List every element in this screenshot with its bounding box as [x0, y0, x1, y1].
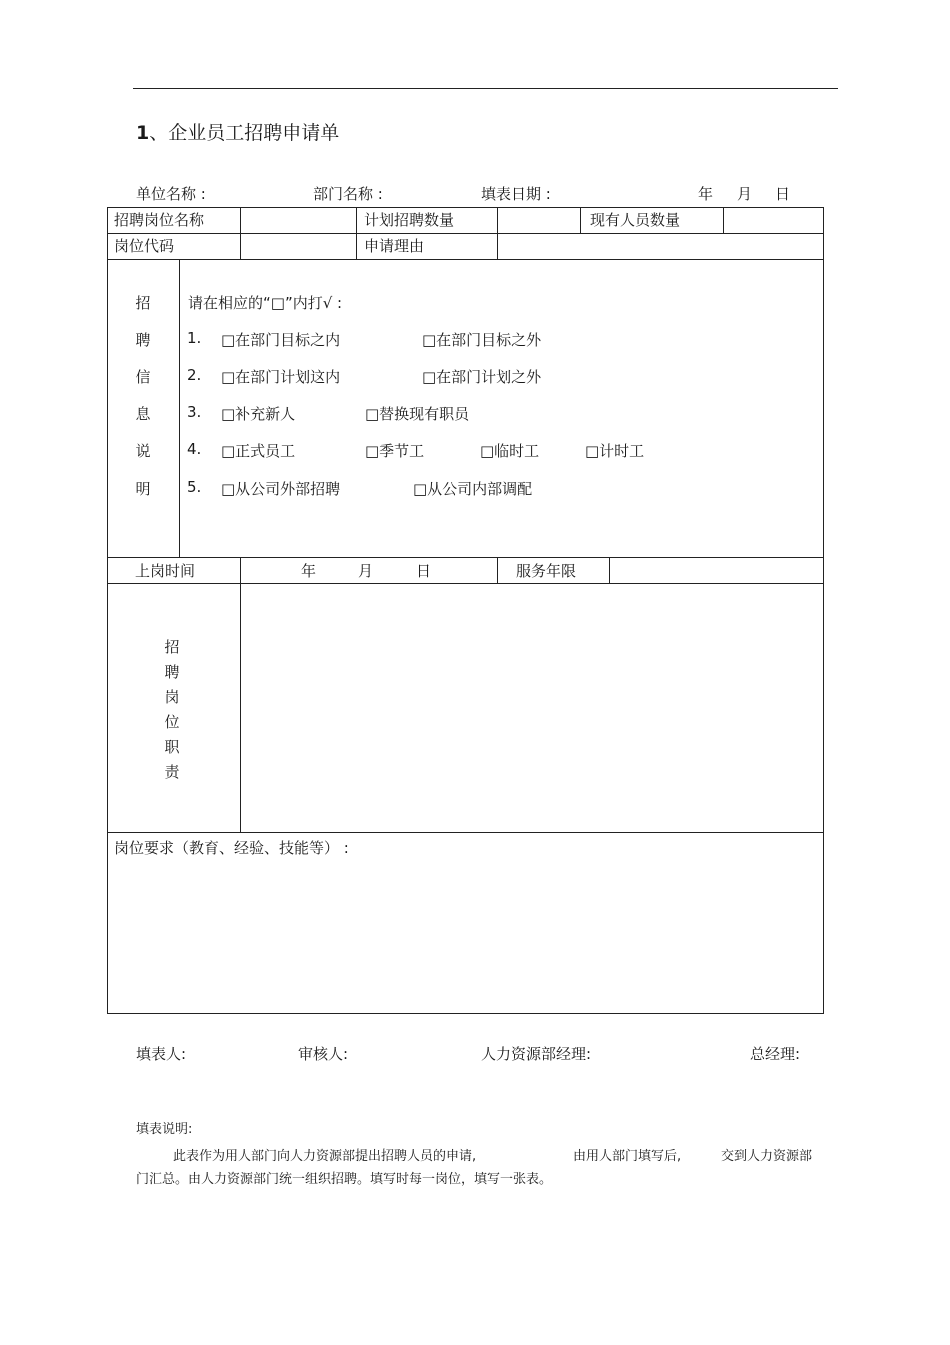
- start-day[interactable]: 日: [416, 562, 432, 580]
- dept-name-label: 部门名称 :: [313, 185, 383, 203]
- table-rule: [179, 259, 180, 558]
- unit-name-label: 单位名称 :: [136, 185, 206, 203]
- info-label-char: 说: [135, 442, 151, 460]
- duties-field[interactable]: [243, 586, 820, 830]
- header-day: 日: [775, 185, 791, 203]
- table-border-bottom: [107, 1013, 824, 1014]
- header-month: 月: [737, 185, 753, 203]
- checkbox-option-within-goal[interactable]: □在部门目标之内: [221, 331, 341, 349]
- checkbox-option-external[interactable]: □从公司外部招聘: [221, 480, 341, 498]
- checkbox-option-outside-goal[interactable]: □在部门目标之外: [422, 331, 542, 349]
- item-number: 2.: [187, 366, 202, 384]
- duties-label-char: 位: [164, 713, 180, 731]
- title-number: 1: [136, 122, 150, 144]
- planned-count-label: 计划招聘数量: [364, 211, 455, 229]
- table-rule: [240, 207, 241, 260]
- requirements-field[interactable]: [110, 860, 820, 1010]
- service-years-label: 服务年限: [516, 562, 577, 580]
- notes-line1-part3: 交到人力资源部: [721, 1149, 813, 1164]
- table-rule: [107, 233, 824, 234]
- info-label-char: 招: [135, 294, 151, 312]
- header-year: 年: [698, 185, 714, 203]
- duties-label-char: 职: [164, 738, 180, 756]
- checkbox-option-temporary[interactable]: □临时工: [480, 442, 540, 460]
- table-rule: [497, 557, 498, 584]
- planned-count-field[interactable]: [500, 209, 578, 231]
- fill-date-label: 填表日期 :: [481, 185, 551, 203]
- item-number: 5.: [187, 478, 202, 496]
- checkbox-option-replace-staff[interactable]: □替换现有职员: [365, 405, 470, 423]
- info-label-char: 息: [135, 405, 151, 423]
- info-label-char: 明: [135, 480, 151, 498]
- duties-label-char: 责: [164, 763, 180, 781]
- duties-label-char: 招: [164, 638, 180, 656]
- title-text: 、企业员工招聘申请单: [149, 122, 340, 144]
- requirements-label: 岗位要求（教育、经验、技能等） :: [114, 839, 349, 857]
- table-rule: [107, 583, 824, 584]
- checkbox-option-full-time[interactable]: □正式员工: [221, 442, 296, 460]
- table-rule: [107, 259, 824, 260]
- position-code-label: 岗位代码: [114, 237, 175, 255]
- checkbox-option-outside-plan[interactable]: □在部门计划之外: [422, 368, 542, 386]
- table-border-right: [823, 207, 824, 1014]
- reason-field[interactable]: [500, 235, 820, 257]
- gm-label: 总经理:: [750, 1045, 801, 1063]
- page-title: [136, 118, 339, 145]
- checkbox-option-hourly[interactable]: □计时工: [585, 442, 645, 460]
- filler-label: 填表人:: [136, 1045, 187, 1063]
- start-year[interactable]: 年: [301, 562, 317, 580]
- notes-heading: 填表说明:: [136, 1122, 193, 1137]
- table-rule: [580, 207, 581, 234]
- position-code-field[interactable]: [243, 235, 353, 257]
- table-rule: [497, 207, 498, 260]
- notes-line2: 门汇总。由人力资源部门统一组织招聘。填写时每一岗位，填写一张表。: [136, 1172, 553, 1187]
- duties-label-char: 岗: [164, 688, 180, 706]
- service-years-field[interactable]: [612, 560, 820, 582]
- info-label-char: 信: [135, 368, 151, 386]
- notes-line1-part1: 此表作为用人部门向人力资源部提出招聘人员的申请,: [173, 1149, 477, 1164]
- duties-label-char: 聘: [164, 663, 180, 681]
- table-rule: [107, 557, 824, 558]
- position-name-label: 招聘岗位名称: [114, 211, 205, 229]
- start-time-label: 上岗时间: [135, 562, 196, 580]
- notes-line1-part2: 由用人部门填写后,: [573, 1149, 682, 1164]
- checkbox-option-internal[interactable]: □从公司内部调配: [413, 480, 533, 498]
- position-name-field[interactable]: [243, 209, 353, 231]
- table-rule: [356, 207, 357, 260]
- reason-label: 申请理由: [364, 237, 425, 255]
- table-border-top: [107, 207, 824, 208]
- start-month[interactable]: 月: [358, 562, 374, 580]
- table-rule: [240, 557, 241, 833]
- current-count-field[interactable]: [726, 209, 821, 231]
- checkbox-option-within-plan[interactable]: □在部门计划这内: [221, 368, 341, 386]
- table-rule: [609, 557, 610, 584]
- current-count-label: 现有人员数量: [590, 211, 681, 229]
- checkbox-option-seasonal[interactable]: □季节工: [365, 442, 425, 460]
- top-rule: [133, 88, 838, 89]
- hr-manager-label: 人力资源部经理:: [481, 1045, 592, 1063]
- item-number: 4.: [187, 440, 202, 458]
- table-rule: [107, 832, 824, 833]
- checkbox-option-new-hire[interactable]: □补充新人: [221, 405, 296, 423]
- table-border-left: [107, 207, 108, 1014]
- item-number: 3.: [187, 403, 202, 421]
- table-rule: [723, 207, 724, 234]
- check-instruction: 请在相应的“□”内打√ :: [188, 294, 343, 312]
- item-number: 1.: [187, 329, 202, 347]
- info-label-char: 聘: [135, 331, 151, 349]
- reviewer-label: 审核人:: [298, 1045, 349, 1063]
